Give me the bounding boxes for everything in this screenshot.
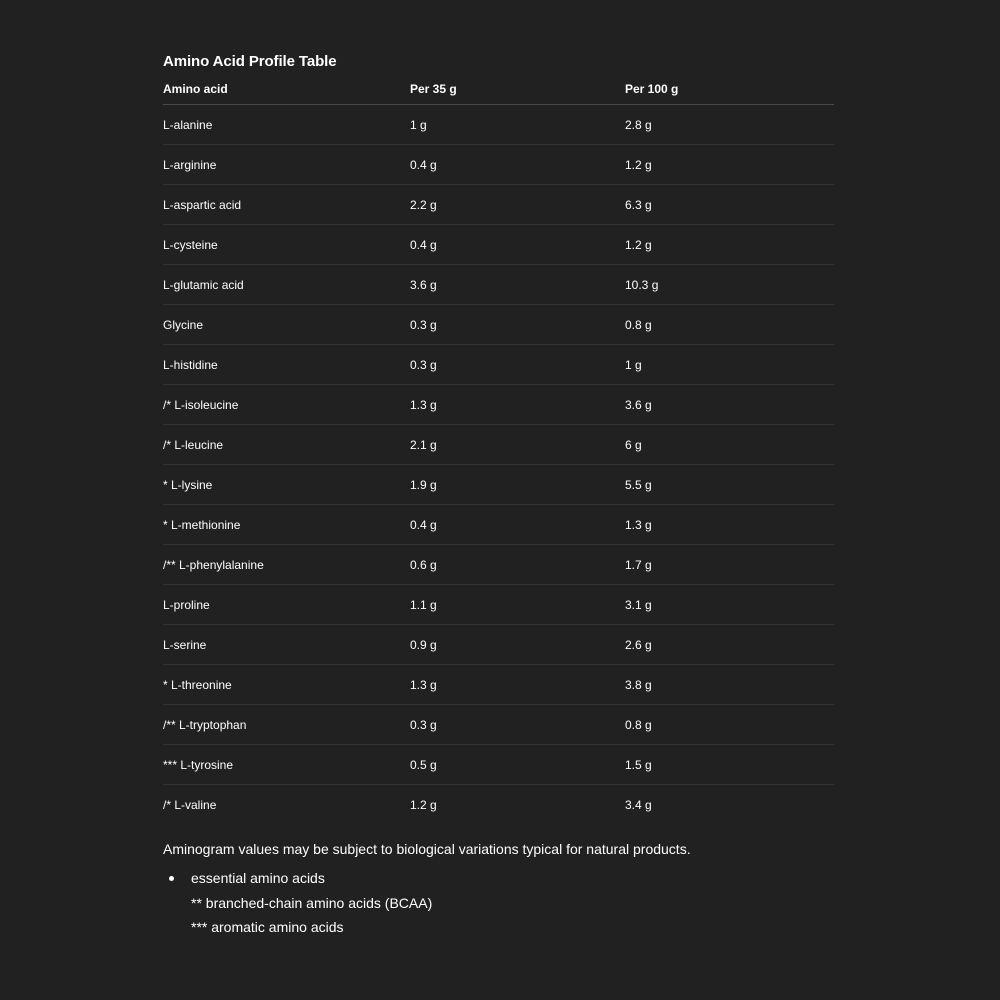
cell-per-35g: 2.2 g xyxy=(410,185,625,225)
amino-acid-table xyxy=(163,81,834,824)
table-row xyxy=(163,145,834,185)
cell-per-35g: 2.1 g xyxy=(410,425,625,465)
cell-amino-acid: /* L-leucine xyxy=(163,425,410,465)
cell-per-35g: 1.2 g xyxy=(410,797,437,812)
cell-amino-acid: L-alanine xyxy=(163,105,410,145)
legend-text: essential amino acids xyxy=(191,870,325,886)
table-row xyxy=(163,105,834,145)
table-row xyxy=(163,345,834,385)
table-row xyxy=(163,705,834,745)
cell-per-100g: 3.6 g xyxy=(625,385,834,425)
cell-per-35g: 0.6 g xyxy=(410,545,625,585)
legend-item-essential xyxy=(163,866,863,891)
cell-amino-acid: * L-threonine xyxy=(163,665,410,705)
table-row xyxy=(163,585,834,625)
cell-per-35g: 0.4 g xyxy=(410,225,625,265)
table-row xyxy=(163,185,834,225)
cell-per-35g: 1.1 g xyxy=(410,585,625,625)
table-row xyxy=(163,505,834,545)
cell-per-100g: 6 g xyxy=(625,425,834,465)
table-row xyxy=(163,625,834,665)
cell-per-100g: 0.8 g xyxy=(625,705,834,745)
legend-text: ** branched-chain amino acids (BCAA) xyxy=(191,894,433,911)
aminogram-note: Aminogram values may be subject to biological variations typical for natural products. xyxy=(163,841,691,857)
cell-per-100g: 1.2 g xyxy=(625,145,834,185)
cell-per-35g: 0.9 g xyxy=(410,625,625,665)
cell-amino-acid: L-aspartic acid xyxy=(163,185,410,225)
cell-per-100g: 1.5 g xyxy=(625,745,834,785)
cell-per-35g: 1 g xyxy=(410,105,625,145)
cell-per-35g: 3.6 g xyxy=(410,265,625,305)
table-header-row xyxy=(163,81,834,105)
cell-per-100g: 5.5 g xyxy=(625,465,834,505)
cell-per-35g: 0.3 g xyxy=(410,345,625,385)
cell-amino-acid: /* L-valine xyxy=(163,797,217,812)
cell-per-35g: 0.4 g xyxy=(410,505,625,545)
legend-list xyxy=(163,866,863,940)
cell-per-100g: 3.4 g xyxy=(625,797,652,812)
cell-amino-acid: L-histidine xyxy=(163,345,410,385)
cell-amino-acid: L-arginine xyxy=(163,145,410,185)
table-row xyxy=(163,465,834,505)
cell-amino-acid: * L-methionine xyxy=(163,505,410,545)
cell-amino-acid: * L-lysine xyxy=(163,465,410,505)
cell-per-100g: 2.6 g xyxy=(625,625,834,665)
cell-per-100g: 1 g xyxy=(625,345,834,385)
legend-item-aromatic xyxy=(163,915,863,940)
cell-per-35g: 0.3 g xyxy=(410,705,625,745)
cell-per-100g: 1.7 g xyxy=(625,545,834,585)
header-amino-acid: Amino acid xyxy=(163,81,410,105)
table-row xyxy=(163,385,834,425)
header-per-35g: Per 35 g xyxy=(410,81,625,105)
table-row xyxy=(163,305,834,345)
cell-amino-acid: Glycine xyxy=(163,305,410,345)
table-body xyxy=(163,105,834,825)
table-row xyxy=(163,425,834,465)
cell-per-100g: 0.8 g xyxy=(625,305,834,345)
notes-section xyxy=(163,838,863,940)
cell-per-100g: 1.2 g xyxy=(625,225,834,265)
table-row xyxy=(163,225,834,265)
cell-per-35g: 0.4 g xyxy=(410,145,625,185)
header-per-100g: Per 100 g xyxy=(625,81,834,105)
legend-text: *** aromatic amino acids xyxy=(191,919,344,935)
cell-per-35g: 1.3 g xyxy=(410,385,625,425)
table-row xyxy=(163,745,834,785)
cell-per-35g: 1.3 g xyxy=(410,665,625,705)
cell-amino-acid: L-cysteine xyxy=(163,225,410,265)
cell-per-100g: 6.3 g xyxy=(625,185,834,225)
cell-per-100g: 10.3 g xyxy=(625,265,834,305)
cell-per-100g: 3.8 g xyxy=(625,665,834,705)
cell-amino-acid: /** L-phenylalanine xyxy=(163,545,410,585)
cell-amino-acid: L-proline xyxy=(163,585,410,625)
cell-per-100g: 1.3 g xyxy=(625,505,834,545)
cell-amino-acid: L-glutamic acid xyxy=(163,265,410,305)
bullet-icon xyxy=(169,876,174,881)
table-row xyxy=(163,785,834,825)
cell-amino-acid: /* L-isoleucine xyxy=(163,385,410,425)
cell-amino-acid: *** L-tyrosine xyxy=(163,745,410,785)
table-row xyxy=(163,265,834,305)
cell-per-35g: 0.5 g xyxy=(410,745,625,785)
table-row xyxy=(163,665,834,705)
amino-acid-section xyxy=(163,52,834,824)
table-title: Amino Acid Profile Table xyxy=(163,53,337,70)
cell-amino-acid: /** L-tryptophan xyxy=(163,705,410,745)
legend-item-bcaa xyxy=(163,891,863,916)
table-row xyxy=(163,545,834,585)
cell-per-100g: 2.8 g xyxy=(625,105,834,145)
cell-amino-acid: L-serine xyxy=(163,625,410,665)
cell-per-35g: 1.9 g xyxy=(410,465,625,505)
cell-per-35g: 0.3 g xyxy=(410,305,625,345)
cell-per-100g: 3.1 g xyxy=(625,585,834,625)
